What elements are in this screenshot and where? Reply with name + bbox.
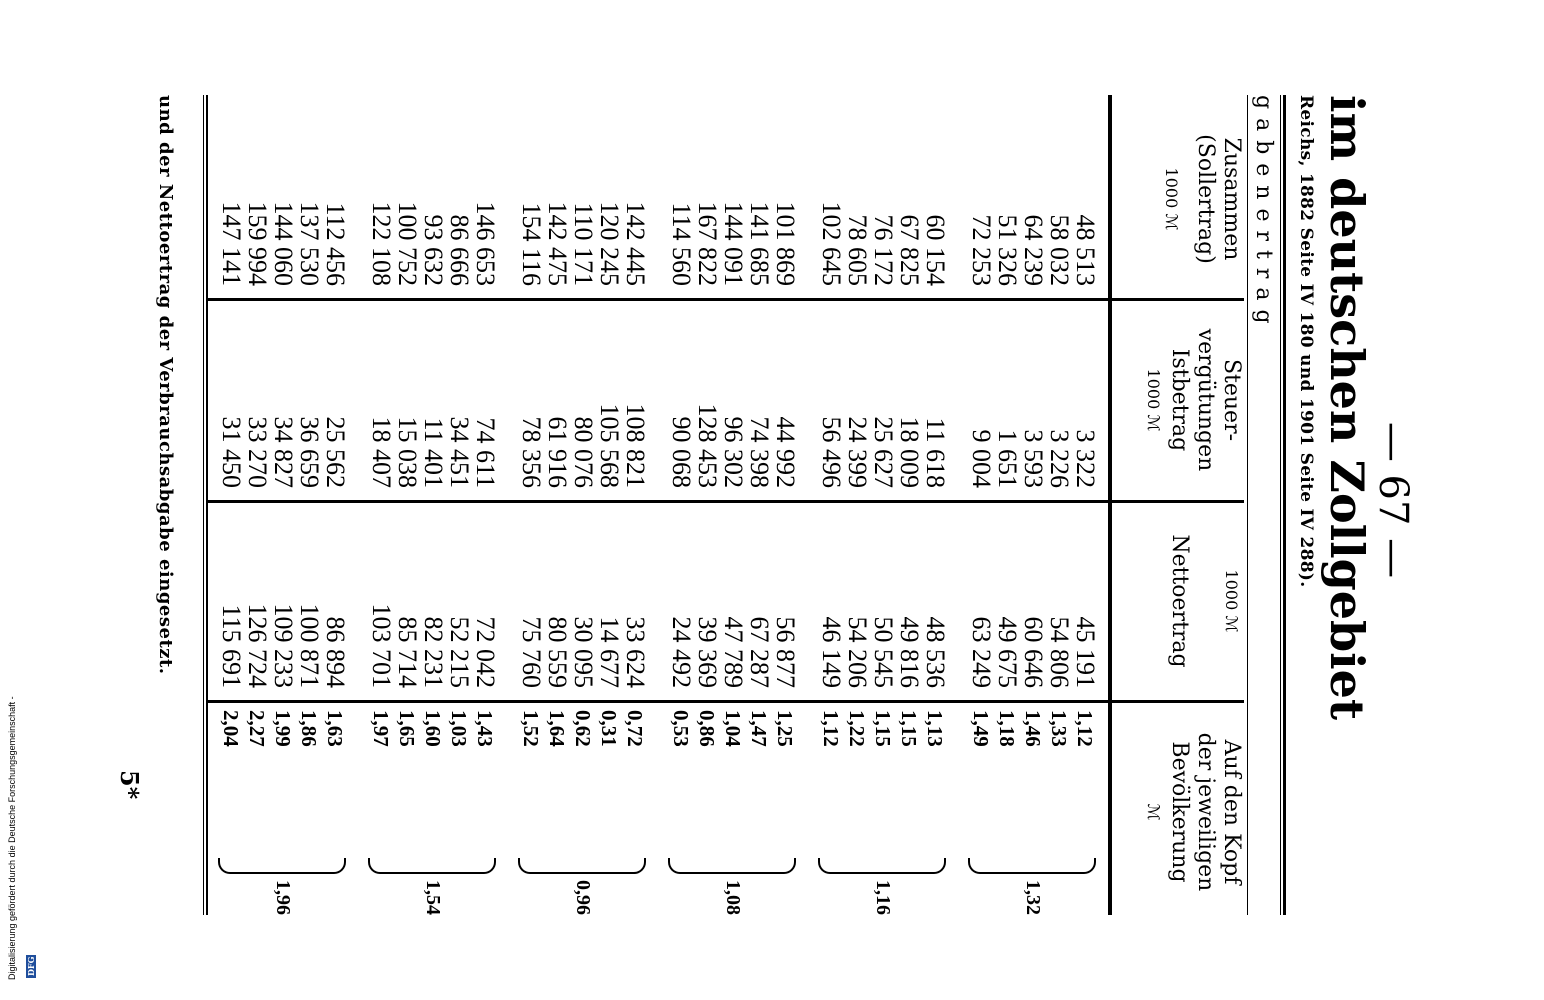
table-cell: 49 675: [993, 616, 1022, 688]
table-cell: 14 677: [595, 616, 624, 688]
header-bottom-rule: [1108, 95, 1112, 915]
table-cell: 86 666: [445, 214, 474, 286]
group-average: 1,32: [1022, 880, 1044, 915]
table-cell: 61 916: [543, 416, 572, 488]
table-cell: 33 624: [621, 616, 650, 688]
table-cell: 82 231: [419, 616, 448, 688]
table-cell: 80 076: [569, 416, 598, 488]
table-cell: 24 399: [843, 416, 872, 488]
table-cell: 72 253: [967, 214, 996, 286]
table-cell: 120 245: [595, 201, 624, 286]
group-average: 1,16: [872, 880, 894, 915]
column-refunds: [218, 310, 1098, 488]
table-cell: 1,60: [421, 710, 445, 747]
table-cell: 36 659: [295, 416, 324, 488]
table-cell: 144 091: [719, 201, 748, 286]
table-cell: 1,43: [473, 710, 497, 747]
bottom-rule-thin: [203, 95, 204, 915]
table-cell: 49 816: [895, 616, 924, 688]
table-cell: 46 149: [817, 616, 846, 688]
table-cell: 3 593: [1019, 429, 1048, 488]
table-cell: 2,04: [219, 710, 243, 747]
table-cell: 103 701: [367, 603, 396, 688]
table-cell: 18 407: [367, 416, 396, 488]
group-brace: [218, 858, 346, 874]
table-cell: 60 646: [1019, 616, 1048, 688]
table-cell: 63 249: [967, 616, 996, 688]
signature-mark: 5*: [115, 770, 144, 800]
table-cell: 18 009: [895, 416, 924, 488]
table-cell: 25 627: [869, 416, 898, 488]
table-cell: 31 450: [217, 416, 246, 488]
table-cell: 1,99: [271, 710, 295, 747]
table-cell: 11 401: [419, 417, 448, 488]
table-cell: 44 992: [771, 416, 800, 488]
table-cell: 56 496: [817, 416, 846, 488]
table-cell: 60 154: [921, 214, 950, 286]
table-cell: 1,13: [923, 710, 947, 747]
table-cell: 144 060: [269, 201, 298, 286]
table-cell: 1,63: [323, 710, 347, 747]
table-cell: 115 691: [217, 604, 246, 688]
table-cell: 1,86: [297, 710, 321, 747]
table-cell: 105 568: [595, 403, 624, 488]
table-cell: 159 994: [243, 201, 272, 286]
table-cell: 1,25: [773, 710, 797, 747]
table-cell: 93 632: [419, 214, 448, 286]
table-cell: 1,64: [545, 710, 569, 747]
table-cell: 15 038: [393, 416, 422, 488]
table-cell: 67 825: [895, 214, 924, 286]
table-cell: 25 562: [321, 416, 350, 488]
table-cell: 0,53: [669, 710, 693, 747]
footnote: und der Nettoertrag der Verbrauchsabgabe eingesetzt.: [155, 95, 176, 675]
column-net: [218, 510, 1098, 688]
group-average: 1,54: [422, 880, 444, 915]
dfg-logo: DFG: [26, 956, 36, 976]
table-cell: 78 605: [843, 214, 872, 286]
table-cell: 85 714: [393, 616, 422, 688]
table-cell: 102 645: [817, 201, 846, 286]
table-cell: 72 042: [471, 616, 500, 688]
table-cell: 1,12: [1073, 710, 1097, 747]
table-cell: 1,22: [845, 710, 869, 747]
table-cell: 112 456: [321, 202, 350, 286]
table-cell: 128 453: [693, 403, 722, 488]
table-cell: 142 445: [621, 201, 650, 286]
bottom-rule: [206, 95, 208, 915]
table-cell: 67 287: [745, 616, 774, 688]
table-cell: 96 302: [719, 416, 748, 488]
table-cell: 56 877: [771, 616, 800, 688]
top-rule-thin: [1280, 95, 1281, 915]
table-cell: 1,15: [897, 710, 921, 747]
column-per-capita: [218, 710, 1098, 780]
table-cell: 100 871: [295, 603, 324, 688]
table-cell: 1,18: [995, 710, 1019, 747]
table-cell: 74 398: [745, 416, 774, 488]
table-cell: 1,65: [395, 710, 419, 747]
table-cell: 1,97: [369, 710, 393, 747]
column-header-per-capita: Auf den Kopf der jeweiligen Bevölkerung ℳ: [1144, 732, 1244, 892]
table-cell: 51 326: [993, 214, 1022, 286]
table-cell: 0,86: [695, 710, 719, 747]
group-brace: [968, 858, 1096, 874]
group-average: 0,96: [572, 880, 594, 915]
table-cell: 142 475: [543, 201, 572, 286]
column-total: [218, 110, 1098, 286]
top-rule: [1283, 95, 1286, 915]
table-cell: 154 116: [517, 202, 546, 286]
table-cell: 101 869: [771, 201, 800, 286]
table-cell: 30 095: [569, 616, 598, 688]
table-cell: 146 653: [471, 201, 500, 286]
table-cell: 34 827: [269, 416, 298, 488]
table-cell: 75 760: [517, 616, 546, 688]
header-rule: [1247, 95, 1248, 915]
group-brace: [518, 858, 646, 874]
group-brace: [368, 858, 496, 874]
group-brace: [668, 858, 796, 874]
table-cell: 1,33: [1047, 710, 1071, 747]
credit-line: Digitalisierung gefördert durch die Deutsche Forschungsgemeinschaft - DFG: [7, 696, 36, 980]
column-header-refunds: Steuer- vergütungen Istbetrag 1000 ℳ: [1144, 328, 1244, 472]
table-cell: 74 611: [471, 417, 500, 488]
table-cell: 109 233: [269, 603, 298, 688]
table-cell: 54 806: [1045, 616, 1074, 688]
column-divider: [208, 500, 1244, 503]
table-cell: 48 513: [1071, 214, 1100, 286]
group-average: 1,08: [722, 880, 744, 915]
table-cell: 114 560: [667, 202, 696, 286]
table-cell: 1,49: [969, 710, 993, 747]
table-cell: 2,27: [245, 710, 269, 747]
table-cell: 1 651: [993, 429, 1022, 488]
spaced-header: gabenertrag: [1251, 95, 1276, 333]
table-cell: 1,04: [721, 710, 745, 747]
column-header-total: Zusammen (Sollertrag) 1000 ℳ: [1162, 134, 1244, 264]
column-header-net: 1000 ℳ Nettoertrag: [1167, 534, 1241, 668]
table-cell: 126 724: [243, 603, 272, 688]
table-cell: 1,12: [819, 710, 843, 747]
table-cell: 108 821: [621, 403, 650, 488]
group-average: 1,96: [272, 880, 294, 915]
page-number: — 67 —: [1370, 421, 1416, 579]
table-cell: 1,46: [1021, 710, 1045, 747]
table-cell: 3 226: [1045, 429, 1074, 488]
table-cell: 0,31: [597, 710, 621, 747]
table-cell: 0,62: [571, 710, 595, 747]
table-cell: 100 752: [393, 201, 422, 286]
table-cell: 90 068: [667, 416, 696, 488]
table-cell: 167 822: [693, 201, 722, 286]
table-cell: 76 172: [869, 214, 898, 286]
table-cell: 24 492: [667, 616, 696, 688]
table-cell: 141 685: [745, 201, 774, 286]
table-cell: 1,03: [447, 710, 471, 747]
table-cell: 48 536: [921, 616, 950, 688]
table-cell: 58 032: [1045, 214, 1074, 286]
table-cell: 137 530: [295, 201, 324, 286]
table-cell: 0,72: [623, 710, 647, 747]
source-reference: Reichs, 1882 Seite IV 180 und 1901 Seite IV 288).: [1296, 95, 1316, 588]
table-cell: 52 215: [445, 616, 474, 688]
column-divider: [208, 700, 1244, 703]
table-cell: 110 171: [569, 202, 598, 286]
table-cell: 3 322: [1071, 429, 1100, 488]
table-cell: 34 451: [445, 416, 474, 488]
table-cell: 86 894: [321, 616, 350, 688]
table-cell: 50 545: [869, 616, 898, 688]
table-cell: 11 618: [921, 417, 950, 488]
table-cell: 47 789: [719, 616, 748, 688]
page-title: im deutschen Zollgebiet: [1320, 95, 1374, 721]
table-cell: 147 141: [217, 201, 246, 286]
table-cell: 122 108: [367, 201, 396, 286]
table-cell: 80 559: [543, 616, 572, 688]
group-brace: [818, 858, 946, 874]
table-cell: 45 191: [1071, 616, 1100, 688]
table-cell: 64 239: [1019, 214, 1048, 286]
table-cell: 9 004: [967, 429, 996, 488]
table-cell: 54 206: [843, 616, 872, 688]
table-cell: 39 369: [693, 616, 722, 688]
column-divider: [208, 298, 1244, 301]
table-cell: 1,15: [871, 710, 895, 747]
table-cell: 1,47: [747, 710, 771, 747]
table-cell: 1,52: [519, 710, 543, 747]
table-cell: 78 356: [517, 416, 546, 488]
table-cell: 33 270: [243, 416, 272, 488]
